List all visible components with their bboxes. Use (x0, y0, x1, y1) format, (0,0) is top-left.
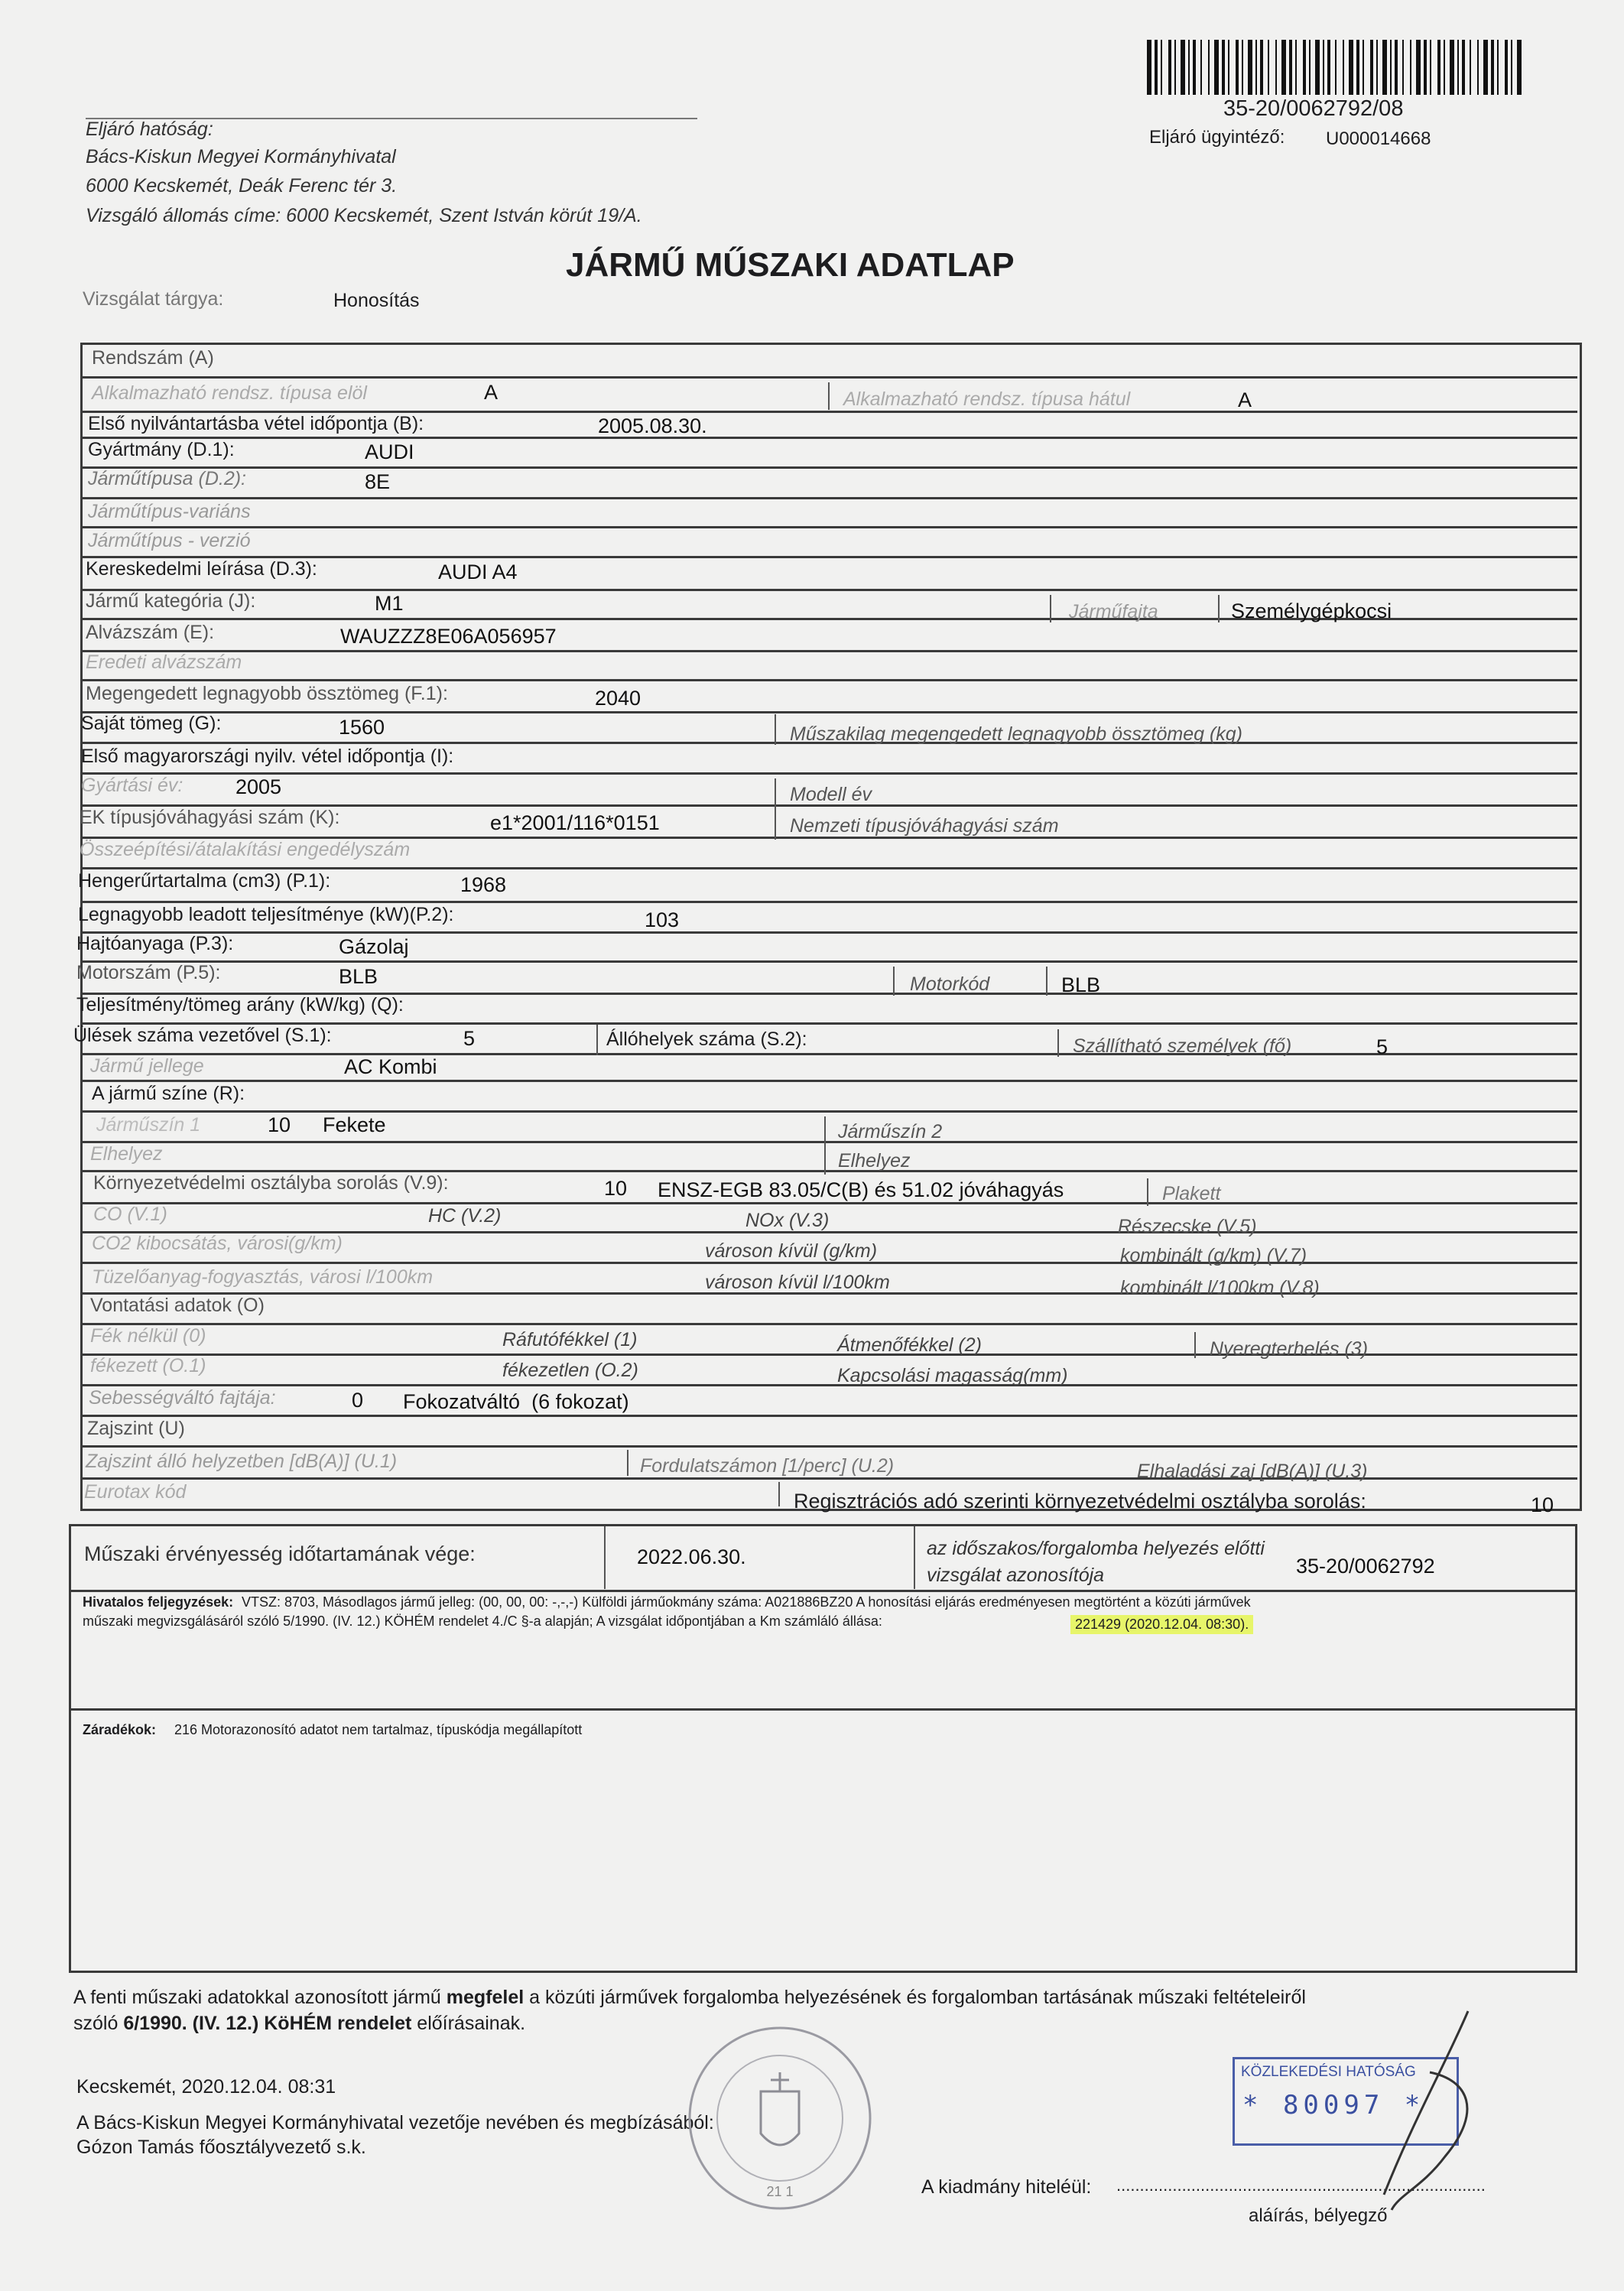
sign-line1: A Bács-Kiskun Megyei Kormányhivatal vezetője nevében és megbízásából: (76, 2112, 714, 2133)
barcode-bar (1168, 40, 1171, 95)
periodic-label: az időszakos/forgalomba helyezés előtti vizsgálat azonosítója (927, 1538, 1265, 1586)
own-mass: 1560 (339, 716, 385, 739)
type-label: Járműtípusa (D.2): (88, 468, 247, 489)
kind-label: Járműfajta (1069, 601, 1158, 622)
character-label: Jármű jellege (90, 1055, 204, 1077)
fuelc-out-label: városon kívül l/100km (705, 1272, 890, 1293)
tech-mass-label: Műszakilag megengedett legnagyobb össztömeg (kg) (790, 723, 1243, 745)
barcode-bar (1193, 40, 1196, 95)
divider (627, 1450, 628, 1476)
seats: 5 (463, 1027, 476, 1050)
barcode-bar (1228, 40, 1229, 95)
co2-out-label: városon kívül (g/km) (705, 1240, 878, 1262)
carried: 5 (1376, 1035, 1389, 1058)
barcode-bar (1370, 40, 1373, 95)
gearbox-label: Sebességváltó fajtája: (89, 1387, 276, 1409)
noise-stand-label: Zajszint álló helyzetben [dB(A)] (U.1) (86, 1451, 398, 1472)
seats-label: Ülések száma vezetővel (S.1): (73, 1025, 332, 1046)
front-type: A (484, 381, 499, 404)
clauses-box (69, 1708, 1577, 1973)
barcode-bar (1281, 40, 1286, 95)
row-rule (80, 1080, 1577, 1082)
barcode-bar (1255, 40, 1257, 95)
row-rule (80, 1202, 1577, 1204)
first-hu-label: Első magyarországi nyilv. vétel időpontja (I): (81, 746, 454, 767)
rpm-label: Fordulatszámon [1/perc] (U.2) (640, 1455, 895, 1477)
rear-type: A (1238, 388, 1252, 411)
barcode-bar (1335, 40, 1337, 95)
row-rule (80, 437, 1577, 439)
location2-label: Elhelyez (838, 1150, 911, 1171)
conformity-p1b: megfelel (446, 1987, 525, 2008)
barcode-bar (1343, 40, 1344, 95)
year-label: Gyártási év: (81, 775, 184, 796)
barcode-bar (1208, 40, 1210, 95)
fuel-label: Hajtóanyaga (P.3): (76, 933, 234, 954)
barcode-bar (1260, 40, 1263, 95)
validity-value: 2022.06.30. (637, 1545, 746, 1568)
barcode-bar (1303, 40, 1306, 95)
barcode-bar (1309, 40, 1311, 95)
rear-type-label: Alkalmazható rendsz. típusa hátul (843, 388, 1131, 410)
signature (1353, 2003, 1499, 2218)
row-rule (80, 1384, 1577, 1386)
divider (893, 967, 895, 996)
fuel: Gázolaj (339, 935, 409, 958)
character: AC Kombi (344, 1055, 437, 1078)
barcode-bar (1327, 40, 1330, 95)
barcode-bar (1236, 40, 1239, 95)
color1: Fekete (323, 1113, 386, 1136)
color-label: A jármű színe (R): (92, 1083, 245, 1104)
commercial-label: Kereskedelmi leírása (D.3): (86, 558, 317, 580)
row-rule (80, 1141, 1577, 1143)
divider (596, 1025, 598, 1055)
notes-text1: VTSZ: 8703, Másodlagos jármű jelleg: (00, 00, 00: -,-,-) Külföldi járműokmány száma: A021886BZ20 A honosítási eljárás eredményesen megtörtént a közúti járművek (242, 1594, 1251, 1610)
auth-dots: ............................................................................... (1116, 2176, 1486, 2195)
row-rule (80, 711, 1577, 713)
row-rule (80, 466, 1577, 469)
divider (1046, 967, 1047, 996)
env: 10 (604, 1177, 628, 1200)
row-rule (80, 772, 1577, 775)
engine: BLB (339, 965, 378, 988)
barcode-bar (1430, 40, 1431, 95)
carried-label: Szállítható személyek (fő) (1073, 1035, 1292, 1057)
barcode-bar (1437, 40, 1440, 95)
conformity-p2b: 6/1990. (IV. 12.) KöHÉM rendelet (123, 2013, 412, 2034)
cc-label: Hengerűrtartalma (cm3) (P.1): (78, 870, 331, 892)
barcode-bar (1402, 40, 1404, 95)
env-desc: ENSZ-EGB 83.05/C(B) és 51.02 jóváhagyás (658, 1178, 1064, 1201)
first-reg: 2005.08.30. (598, 414, 707, 437)
eurotax-label: Eurotax kód (84, 1481, 187, 1503)
barcode-bar (1289, 40, 1292, 95)
make-label: Gyártmány (D.1): (88, 439, 235, 460)
saddle-label: Nyeregterhelés (3) (1210, 1338, 1369, 1360)
kind: Személygépkocsi (1231, 600, 1392, 622)
overrun-label: Ráfutófékkel (1) (502, 1329, 638, 1350)
standing-label: Állóhelyek száma (S.2): (606, 1029, 807, 1050)
assembly-label: Összeépítési/átalakítási engedélyszám (80, 839, 411, 860)
passby-label: Elhaladási zaj [dB(A)] (U.3) (1137, 1461, 1368, 1482)
row-rule (80, 376, 1577, 379)
barcode-bar (1424, 40, 1427, 95)
divider (775, 778, 776, 840)
auth-label: A kiadmány hiteléül: (921, 2176, 1092, 2198)
sig-label: aláírás, bélyegző (1249, 2205, 1388, 2226)
barcode-bar (1483, 40, 1488, 95)
barcode-bar (1517, 40, 1522, 95)
coupling-label: Kapcsolási magasság(mm) (837, 1365, 1068, 1386)
barcode-bar (1295, 40, 1297, 95)
divider (775, 714, 776, 745)
row-rule (80, 1110, 1577, 1113)
barcode-bar (1462, 40, 1465, 95)
barcode-bar (1470, 40, 1471, 95)
conformity-p1c: a közúti járművek forgalomba helyezésének és forgalomban tartásának műszaki feltételeiről (529, 1987, 1306, 2008)
barcode-bar (1444, 40, 1445, 95)
row-rule (80, 960, 1577, 963)
ek-label: EK típusjóváhagyási szám (K): (80, 807, 340, 828)
national-label: Nemzeti típusjóváhagyási szám (790, 815, 1059, 837)
type: 8E (365, 470, 391, 493)
fuelc-label: Tüzelőanyag-fogyasztás, városi l/100km (92, 1266, 434, 1288)
color1-label: Járműszín 1 (96, 1114, 201, 1136)
color2-label: Járműszín 2 (838, 1121, 943, 1142)
ek: e1*2001/116*0151 (490, 811, 660, 834)
row-rule (80, 589, 1577, 591)
barcode-bar (1315, 40, 1320, 95)
version-label: Járműtípus - verzió (88, 530, 251, 551)
plakett-label: Plakett (1162, 1183, 1221, 1204)
engine-code-label: Motorkód (910, 973, 990, 995)
engine-code: BLB (1061, 973, 1101, 996)
row-rule (80, 1323, 1577, 1325)
row-rule (80, 497, 1577, 499)
towing-label: Vontatási adatok (O) (90, 1295, 265, 1316)
cc: 1968 (460, 873, 507, 896)
divider (1194, 1332, 1196, 1358)
fuelc-comb-label: kombinált l/100km (V.8) (1120, 1277, 1320, 1298)
co2-comb-label: kombinált (g/km) (V.7) (1120, 1245, 1307, 1266)
barcode-bar (1416, 40, 1421, 95)
clauses-text: 216 Motorazonosító adatot nem tartalmaz, típuskódja megállapított (174, 1722, 583, 1737)
row-rule (80, 867, 1577, 869)
conformity-p2a: szóló (73, 2013, 119, 2034)
notes-text2: műszaki megvizsgálásáról szóló 5/1990. (IV. 12.) KÖHÉM rendelet 4./C §-a alapján; A vizsgálat időpontjában a Km számláló állása: (83, 1613, 882, 1629)
subject-label: Vizsgálat tárgya: (83, 288, 224, 310)
commercial: AUDI A4 (438, 561, 518, 583)
transit-label: Átmenőfékkel (2) (837, 1334, 982, 1356)
env-label: Környezetvédelmi osztályba sorolás (V.9): (93, 1172, 449, 1194)
barcode-bar (1457, 40, 1459, 95)
barcode-bar (1349, 40, 1353, 95)
barcode-bar (1155, 40, 1158, 95)
barcode-bar (1188, 40, 1190, 95)
barcode-bar (1376, 40, 1378, 95)
divider (828, 382, 830, 410)
place-date: Kecskemét, 2020.12.04. 08:31 (76, 2076, 336, 2098)
barcode-bar (1505, 40, 1508, 95)
divider (824, 1116, 826, 1175)
row-rule (80, 1053, 1577, 1055)
official-seal (680, 2019, 879, 2218)
color1-code: 10 (268, 1113, 291, 1136)
barcode-bar (1356, 40, 1359, 95)
notes-highlight: 221429 (2020.12.04. 08:30). (1070, 1615, 1253, 1634)
row-rule (80, 931, 1577, 934)
variant-label: Járműtípus-variáns (88, 501, 251, 522)
row-rule (80, 679, 1577, 681)
category: M1 (375, 592, 404, 615)
max-mass: 2040 (595, 687, 641, 710)
barcode-bar (1382, 40, 1387, 95)
co2-label: CO2 kibocsátás, városi(g/km) (92, 1233, 343, 1254)
periodic-value: 35-20/0062792 (1296, 1555, 1435, 1578)
divider (1147, 1178, 1148, 1206)
barcode-bar (1275, 40, 1277, 95)
power-label: Legnagyobb leadott teljesítménye (kW)(P.2): (78, 904, 454, 925)
barcode-bar (1214, 40, 1219, 95)
braked-label: fékezett (O.1) (90, 1355, 206, 1376)
barcode-bar (1477, 40, 1479, 95)
validity-label: Műszaki érvényesség időtartamának vége: (84, 1542, 476, 1565)
engine-label: Motorszám (P.5): (76, 962, 221, 983)
orig-vin-label: Eredeti alvázszám (86, 652, 242, 673)
regtax-label: Regisztrációs adó szerinti környezetvédelmi osztályba sorolás: (794, 1490, 1366, 1513)
row-rule (80, 526, 1577, 528)
barcode-bar (1491, 40, 1494, 95)
own-mass-label: Saját tömeg (G): (81, 713, 222, 734)
stamp-number: * 80097 * (1242, 2090, 1425, 2120)
barcode-bar (1248, 40, 1252, 95)
barcode-bar (1323, 40, 1324, 95)
gearbox-code: 0 (352, 1389, 364, 1412)
power: 103 (645, 908, 680, 931)
barcode (1147, 40, 1525, 95)
barcode-bar (1390, 40, 1392, 95)
station-address: Vizsgáló állomás címe: 6000 Kecskemét, Szent István körút 19/A. (86, 205, 642, 226)
data-form (80, 343, 1582, 1511)
category-label: Jármű kategória (J): (86, 590, 256, 612)
rendszam-label: Rendszám (A) (92, 347, 214, 369)
notes-label: Hivatalos feljegyzések: (83, 1594, 234, 1610)
divider (1057, 1029, 1059, 1057)
barcode-bar (1395, 40, 1398, 95)
clauses-label: Záradékok: (83, 1722, 157, 1737)
max-mass-label: Megengedett legnagyobb össztömeg (F.1): (86, 683, 448, 704)
row-rule (80, 1445, 1577, 1448)
location1-label: Elhelyez (90, 1143, 163, 1165)
nox-label: NOx (V.3) (745, 1210, 830, 1231)
page-title: JÁRMŰ MŰSZAKI ADATLAP (566, 246, 1015, 284)
svg-text:21 1: 21 1 (766, 2184, 794, 2199)
barcode-bar (1161, 40, 1162, 95)
divider (604, 1526, 606, 1589)
gearbox: Fokozatváltó (6 fokozat) (403, 1390, 629, 1413)
authority-label: Eljáró hatóság: (86, 119, 213, 140)
year: 2005 (235, 775, 282, 798)
noise-label: Zajszint (U) (87, 1418, 185, 1439)
barcode-bar (1511, 40, 1512, 95)
row-rule (80, 650, 1577, 652)
officer-code: U000014668 (1326, 128, 1431, 149)
barcode-bar (1410, 40, 1411, 95)
regtax: 10 (1531, 1493, 1554, 1516)
unbraked-label: fékezetlen (O.2) (502, 1360, 638, 1381)
barcode-bar (1497, 40, 1499, 95)
vin-label: Alvázszám (E): (86, 622, 215, 643)
stamp-title: KÖZLEKEDÉSI HATÓSÁG (1241, 2064, 1416, 2080)
row-rule (80, 901, 1577, 903)
divider (778, 1482, 780, 1506)
particle-label: Részecske (V.5) (1118, 1216, 1257, 1237)
officer-label: Eljáró ügyintéző: (1149, 127, 1285, 148)
barcode-bar (1174, 40, 1176, 95)
subject-value: Honosítás (333, 290, 420, 311)
hc-label: HC (V.2) (428, 1205, 502, 1227)
barcode-bar (1222, 40, 1225, 95)
authority-address: 6000 Kecskemét, Deák Ferenc tér 3. (86, 175, 398, 197)
barcode-bar (1147, 40, 1151, 95)
barcode-bar (1242, 40, 1243, 95)
nobrake-label: Fék nélkül (0) (90, 1325, 206, 1347)
vin: WAUZZZ8E06A056957 (340, 625, 557, 648)
conformity-p1: A fenti műszaki adatokkal azonosított jármű (73, 1987, 441, 2008)
divider (1050, 595, 1051, 622)
barcode-bar (1450, 40, 1454, 95)
sign-line2: Gózon Tamás főosztályvezető s.k. (76, 2137, 366, 2158)
barcode-bar (1363, 40, 1364, 95)
divider (914, 1526, 915, 1589)
conformity-p2c: előírásainak. (417, 2013, 526, 2034)
row-rule (80, 1415, 1577, 1417)
barcode-bar (1181, 40, 1185, 95)
pw-ratio-label: Teljesítmény/tömeg arány (kW/kg) (Q): (76, 994, 404, 1016)
barcode-number: 35-20/0062792/08 (1223, 96, 1404, 121)
barcode-bar (1200, 40, 1202, 95)
model-year-label: Modell év (790, 784, 872, 805)
barcode-bar (1268, 40, 1269, 95)
make: AUDI (365, 440, 414, 463)
first-reg-label: Első nyilvántartásba vétel időpontja (B): (88, 413, 424, 434)
co-label: CO (V.1) (93, 1204, 167, 1225)
front-type-label: Alkalmazható rendsz. típusa elöl (92, 382, 367, 404)
authority-name: Bács-Kiskun Megyei Kormányhivatal (86, 146, 396, 167)
divider (1218, 595, 1220, 622)
